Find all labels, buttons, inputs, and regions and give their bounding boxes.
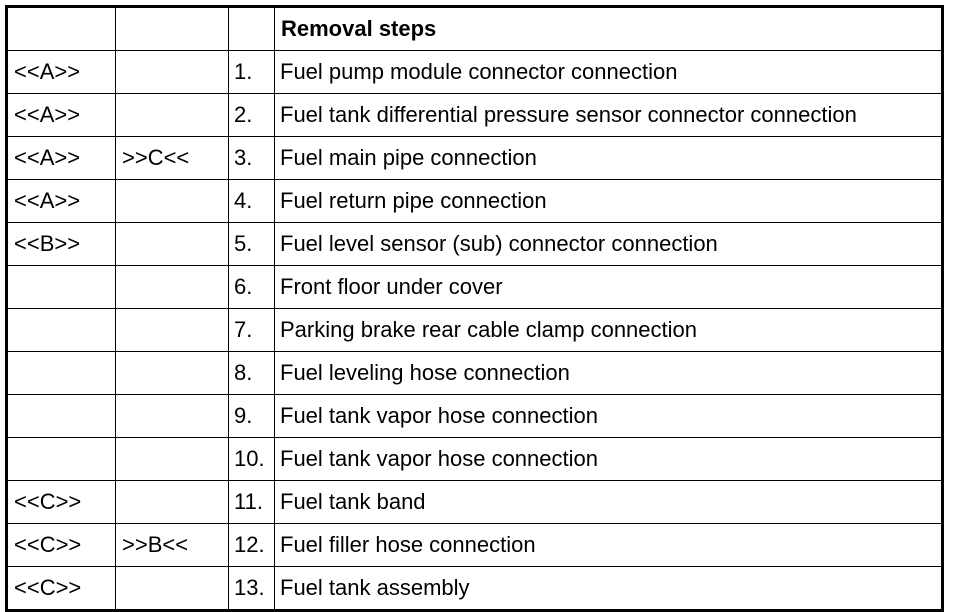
step-number: 1. (229, 51, 275, 94)
table-row (7, 94, 943, 137)
removal-steps-table (5, 5, 944, 612)
installation-service-point (116, 266, 229, 309)
header-installation-service-point (116, 7, 229, 51)
step-number: 5. (229, 223, 275, 266)
removal-service-point: <<C>> (7, 567, 116, 611)
step-number: 9. (229, 395, 275, 438)
installation-service-point (116, 481, 229, 524)
step-description: Fuel leveling hose connection (275, 352, 943, 395)
step-description: Fuel tank assembly (275, 567, 943, 611)
table-row (7, 524, 943, 567)
step-description: Fuel tank band (275, 481, 943, 524)
step-number: 10. (229, 438, 275, 481)
installation-service-point (116, 352, 229, 395)
step-number: 11. (229, 481, 275, 524)
removal-service-point: <<A>> (7, 94, 116, 137)
header-removal-steps: Removal steps (275, 7, 943, 51)
installation-service-point (116, 94, 229, 137)
removal-service-point (7, 438, 116, 481)
removal-service-point (7, 309, 116, 352)
installation-service-point (116, 223, 229, 266)
step-description: Fuel tank differential pressure sensor connector connection (275, 94, 943, 137)
step-number: 2. (229, 94, 275, 137)
installation-service-point (116, 309, 229, 352)
step-description: Fuel pump module connector connection (275, 51, 943, 94)
installation-service-point (116, 180, 229, 223)
removal-service-point: <<A>> (7, 180, 116, 223)
table-row (7, 266, 943, 309)
table-row (7, 51, 943, 94)
removal-service-point: <<B>> (7, 223, 116, 266)
step-number: 6. (229, 266, 275, 309)
removal-service-point (7, 266, 116, 309)
step-number: 7. (229, 309, 275, 352)
table-header-row (7, 7, 943, 51)
table-row (7, 180, 943, 223)
installation-service-point: >>B<< (116, 524, 229, 567)
step-number: 12. (229, 524, 275, 567)
removal-service-point: <<A>> (7, 137, 116, 180)
table-row (7, 567, 943, 611)
table-row (7, 438, 943, 481)
step-description: Fuel level sensor (sub) connector connection (275, 223, 943, 266)
removal-service-point (7, 395, 116, 438)
header-step-number (229, 7, 275, 51)
installation-service-point: >>C<< (116, 137, 229, 180)
removal-service-point: <<C>> (7, 524, 116, 567)
step-description: Fuel filler hose connection (275, 524, 943, 567)
step-number: 4. (229, 180, 275, 223)
table-row (7, 481, 943, 524)
table-row (7, 352, 943, 395)
installation-service-point (116, 395, 229, 438)
step-number: 8. (229, 352, 275, 395)
table-row (7, 309, 943, 352)
step-description: Front floor under cover (275, 266, 943, 309)
step-number: 13. (229, 567, 275, 611)
installation-service-point (116, 438, 229, 481)
removal-service-point (7, 352, 116, 395)
removal-service-point: <<C>> (7, 481, 116, 524)
table-row (7, 395, 943, 438)
step-description: Fuel tank vapor hose connection (275, 395, 943, 438)
table-row (7, 223, 943, 266)
removal-service-point: <<A>> (7, 51, 116, 94)
step-description: Parking brake rear cable clamp connection (275, 309, 943, 352)
installation-service-point (116, 567, 229, 611)
installation-service-point (116, 51, 229, 94)
step-number: 3. (229, 137, 275, 180)
step-description: Fuel tank vapor hose connection (275, 438, 943, 481)
step-description: Fuel main pipe connection (275, 137, 943, 180)
header-removal-service-point (7, 7, 116, 51)
table-row (7, 137, 943, 180)
step-description: Fuel return pipe connection (275, 180, 943, 223)
